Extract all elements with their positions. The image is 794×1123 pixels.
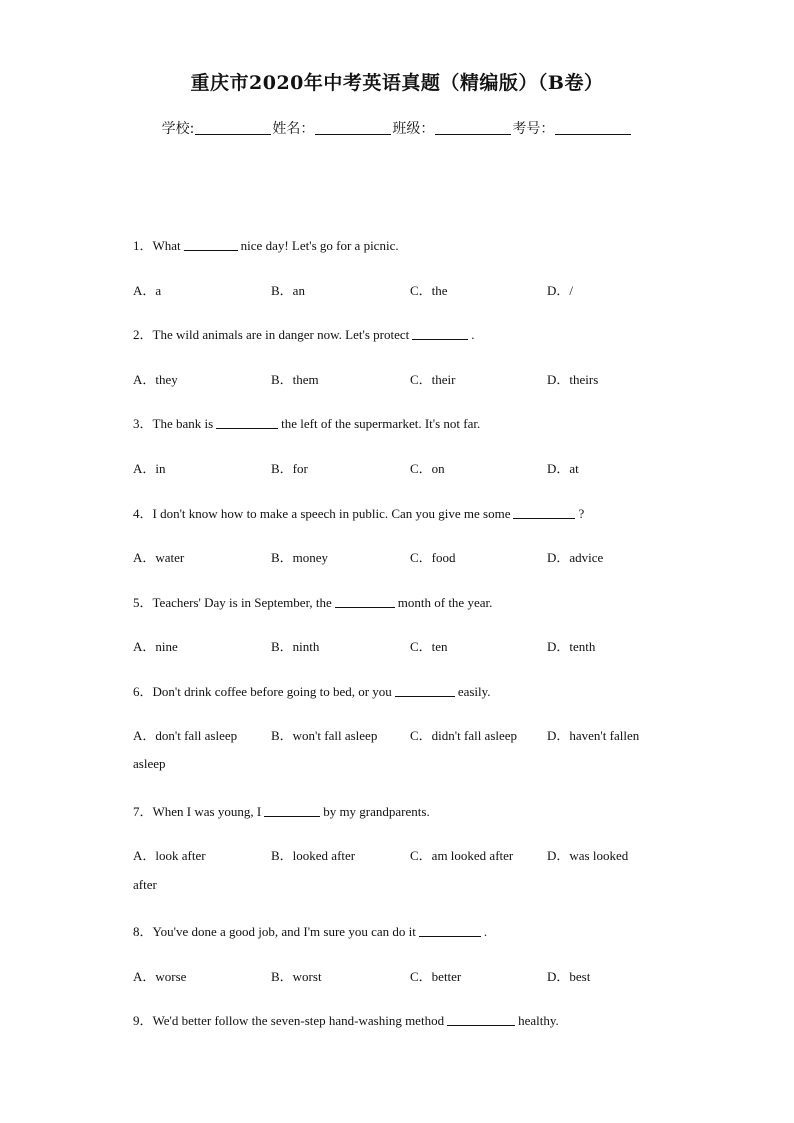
answer-blank[interactable]: [447, 1013, 515, 1026]
question-text-pre: I don't know how to make a speech in public. Can you give me some: [152, 506, 511, 521]
question-7: [133, 801, 430, 820]
question-text-post: .: [471, 327, 475, 342]
question-text-pre: Don't drink coffee before going to bed, or you: [152, 684, 392, 699]
option-b[interactable]: B．ninth: [271, 639, 320, 654]
class-label: 班级：: [392, 121, 435, 137]
question-text-pre: The bank is: [152, 416, 214, 431]
option-d[interactable]: D．advice: [547, 550, 604, 565]
question-text-pre: Teachers' Day is in September, the: [152, 595, 332, 610]
question-number: 9．: [133, 1013, 153, 1028]
option-a[interactable]: A．water: [133, 550, 185, 565]
option-b[interactable]: B．worst: [271, 969, 322, 984]
option-a[interactable]: A．they: [133, 372, 178, 387]
option-d[interactable]: D．tenth: [547, 639, 596, 654]
question-text-pre: When I was young, I: [152, 804, 262, 819]
question-text-post: ?: [578, 506, 585, 521]
option-c[interactable]: C．the: [410, 283, 448, 298]
option-d[interactable]: D．at: [547, 461, 579, 476]
answer-blank[interactable]: [184, 238, 238, 251]
question-text-pre: The wild animals are in danger now. Let's protect: [152, 327, 410, 342]
answer-blank[interactable]: [395, 684, 455, 697]
question-6: [133, 681, 491, 700]
question-number: 4．: [133, 506, 153, 521]
option-a[interactable]: A．a: [133, 283, 162, 298]
option-c[interactable]: C．food: [410, 550, 456, 565]
option-b[interactable]: B．money: [271, 550, 329, 565]
answer-blank[interactable]: [335, 595, 395, 608]
option-a[interactable]: A．look after: [133, 848, 206, 863]
question-4: [133, 503, 584, 522]
option-b[interactable]: B．for: [271, 461, 308, 476]
question-number: 6．: [133, 684, 153, 699]
question-1: [133, 235, 399, 254]
answer-blank[interactable]: [419, 924, 481, 937]
option-c[interactable]: C．ten: [410, 639, 448, 654]
question-number: 8．: [133, 924, 153, 939]
question-text-post: the left of the supermarket. It's not far.: [281, 416, 481, 431]
question-text-post: month of the year.: [397, 595, 493, 610]
option-b[interactable]: B．won't fall asleep: [271, 728, 378, 743]
option-b[interactable]: B．an: [271, 283, 305, 298]
question-text-post: by my grandparents.: [323, 804, 430, 819]
question-3: [133, 413, 480, 432]
question-number: 2．: [133, 327, 153, 342]
school-blank[interactable]: [195, 120, 271, 135]
exam-number-blank[interactable]: [555, 120, 631, 135]
option-d[interactable]: D．/: [547, 283, 574, 298]
option-c[interactable]: C．on: [410, 461, 445, 476]
question-text-pre: We'd better follow the seven-step hand-washing method: [152, 1013, 445, 1028]
question-8: [133, 921, 487, 940]
exam-number-label: 考号：: [512, 121, 555, 137]
question-number: 5．: [133, 595, 153, 610]
option-d-wrap: after: [133, 877, 157, 892]
question-text-pre: What: [152, 238, 181, 253]
answer-blank[interactable]: [264, 804, 320, 817]
name-blank[interactable]: [315, 120, 391, 135]
option-d[interactable]: D．best: [547, 969, 591, 984]
option-b[interactable]: B．looked after: [271, 848, 356, 863]
option-c[interactable]: C．their: [410, 372, 456, 387]
question-text-pre: You've done a good job, and I'm sure you can do it: [152, 924, 416, 939]
question-text-post: nice day! Let's go for a picnic.: [240, 238, 399, 253]
answer-blank[interactable]: [216, 416, 278, 429]
student-info-line: [0, 118, 794, 138]
question-2: [133, 324, 474, 343]
question-5: [133, 592, 492, 611]
option-c[interactable]: C．am looked after: [410, 848, 514, 863]
answer-blank[interactable]: [513, 506, 575, 519]
name-label: 姓名：: [272, 121, 315, 137]
option-c[interactable]: C．better: [410, 969, 462, 984]
question-text-post: easily.: [457, 684, 491, 699]
question-text-post: healthy.: [518, 1013, 559, 1028]
question-number: 3．: [133, 416, 153, 431]
question-text-post: .: [483, 924, 488, 939]
page-title: 重庆市2020年中考英语真题（精编版）（B卷）: [190, 72, 604, 94]
option-d[interactable]: D．was looked: [547, 848, 629, 863]
option-d[interactable]: D．theirs: [547, 372, 599, 387]
school-label: 学校:: [161, 121, 195, 137]
question-9: [133, 1010, 559, 1029]
option-a[interactable]: A．worse: [133, 969, 187, 984]
option-a[interactable]: A．nine: [133, 639, 178, 654]
option-d-wrap: asleep: [133, 756, 166, 771]
question-number: 7．: [133, 804, 153, 819]
option-d[interactable]: D．haven't fallen: [547, 728, 640, 743]
answer-blank[interactable]: [412, 327, 468, 340]
option-c[interactable]: C．didn't fall asleep: [410, 728, 518, 743]
option-b[interactable]: B．them: [271, 372, 319, 387]
class-blank[interactable]: [435, 120, 511, 135]
question-number: 1．: [133, 238, 153, 253]
option-a[interactable]: A．in: [133, 461, 166, 476]
option-a[interactable]: A．don't fall asleep: [133, 728, 238, 743]
